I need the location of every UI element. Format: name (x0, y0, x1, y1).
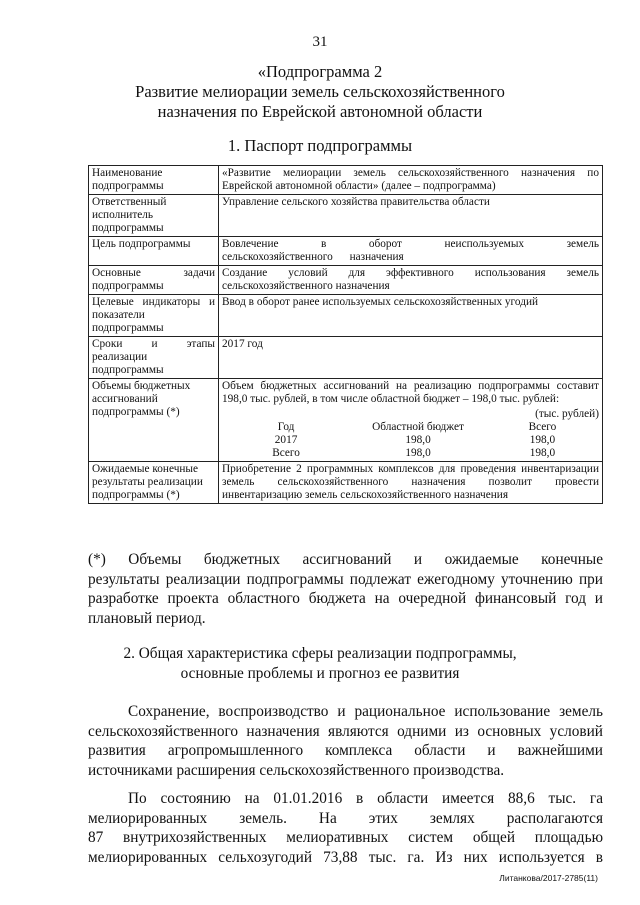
table-row (89, 266, 603, 295)
paragraph-line: 87 внутрихозяйственных мелиоративных систем общей площадью (88, 829, 603, 846)
paragraph-line: Сохранение, воспроизводство и рациональное использование земель (128, 703, 603, 720)
table-row (89, 295, 603, 337)
funding-header: Всего (528, 421, 557, 433)
funding-header: Год (277, 421, 295, 433)
funding-cell-value: 198,0 (529, 447, 556, 459)
paragraph-line: мелиорированных земель. На этих землях располагаются (88, 809, 603, 827)
paragraph-line: сельскохозяйственного назначения являются одними из основных условий (88, 722, 603, 740)
row-value: Управление сельского хозяйства правительства области (219, 195, 603, 237)
section-2-heading-line-2: основные проблемы и прогноз ее развития (180, 665, 460, 682)
row-label: Цель подпрограммы (89, 237, 219, 266)
row-value: 2017 год (219, 337, 603, 379)
row-value: Вовлечение в оборот неиспользуемых земель сельскохозяйственного назначения (219, 237, 603, 266)
footnote (88, 550, 603, 628)
row-label: Целевые индикаторы и показатели подпрограммы (89, 295, 219, 337)
row-value: Ввод в оборот ранее используемых сельскохозяйственных угодий (219, 295, 603, 337)
paragraph-line: развития агропромышленного комплекса области и важнейшими (88, 742, 603, 759)
footnote-line: плановый период. (88, 609, 206, 627)
document-code: Литанкова/2017-2785(11) (499, 873, 598, 883)
row-label: Ответственный исполнитель подпрограммы (89, 195, 219, 237)
paragraph-1 (88, 702, 603, 780)
table-row (89, 166, 603, 195)
row-label: Основные задачи подпрограммы (89, 266, 219, 295)
funding-unit: (тыс. рублей) (535, 408, 599, 420)
footnote-line: результаты реализации подпрограммы подлежат ежегодному уточнению при (88, 570, 603, 588)
funding-header-row (222, 421, 599, 434)
funding-cell-value: 198,0 (529, 434, 556, 446)
funding-cell-value: Всего (272, 447, 300, 459)
funding-row (222, 434, 599, 447)
paragraph-2 (88, 789, 603, 867)
row-label: Наименование подпрограммы (89, 166, 219, 195)
paragraph-line: По состоянию на 01.01.2016 в области имеется 88,6 тыс. га (128, 790, 603, 807)
passport-table (88, 165, 603, 504)
funding-cell-value: 198,0 (405, 447, 431, 459)
funding-cell-value: 198,0 (405, 434, 431, 446)
row-label: Ожидаемые конечные результаты реализации подпрограммы (*) (89, 462, 219, 504)
page-number: 31 (312, 34, 328, 50)
row-label: Объемы бюджетных ассигнований подпрограммы (*) (89, 379, 219, 462)
row-value: Создание условий для эффективного использования земель сельскохозяйственного назначения (219, 266, 603, 295)
funding-cell-value: 2017 (274, 434, 298, 446)
funding-header: Областной бюджет (372, 421, 464, 433)
table-row (89, 195, 603, 237)
subprogram-title-line-1: «Подпрограмма 2 (257, 62, 383, 81)
section-2-heading-line-1: 2. Общая характеристика сферы реализации подпрограммы, (123, 645, 517, 662)
paragraph-line: мелиорированных сельхозугодий 73,88 тыс. га. Из них используется в (88, 848, 603, 866)
table-row (89, 337, 603, 379)
table-row (89, 462, 603, 504)
row-value: Приобретение 2 программных комплексов для проведения инвентаризации земель сельскохозяйственного назначения позволит провести инвентаризацию земель сельскохозяйственного назначения (219, 462, 603, 504)
funding-table (222, 421, 599, 460)
funding-row (222, 447, 599, 460)
subprogram-title-line-2: Развитие мелиорации земель сельскохозяйственного (135, 82, 505, 101)
footnote-line: разработке проекта областного бюджета на очередной финансовый год и (88, 590, 603, 607)
footnote-line: (*) Объемы бюджетных ассигнований и ожидаемые конечные (88, 551, 603, 568)
table-row (89, 379, 603, 462)
subprogram-title-line-3: назначения по Еврейской автономной области (157, 102, 483, 121)
funding-text: Объем бюджетных ассигнований на реализацию подпрограммы составит 198,0 тыс. рублей, в том числе областной бюджет – 198,0 тыс. рублей: (222, 380, 599, 405)
funding-cell (219, 379, 603, 462)
paragraph-line: источниками расширения сельскохозяйственного производства. (88, 761, 505, 779)
table-row (89, 237, 603, 266)
row-label: Сроки и этапы реализации подпрограммы (89, 337, 219, 379)
section-1-heading: 1. Паспорт подпрограммы (227, 136, 413, 155)
row-value: «Развитие мелиорации земель сельскохозяйственного назначения по Еврейской автономной области» (далее – подпрограмма) (219, 166, 603, 195)
